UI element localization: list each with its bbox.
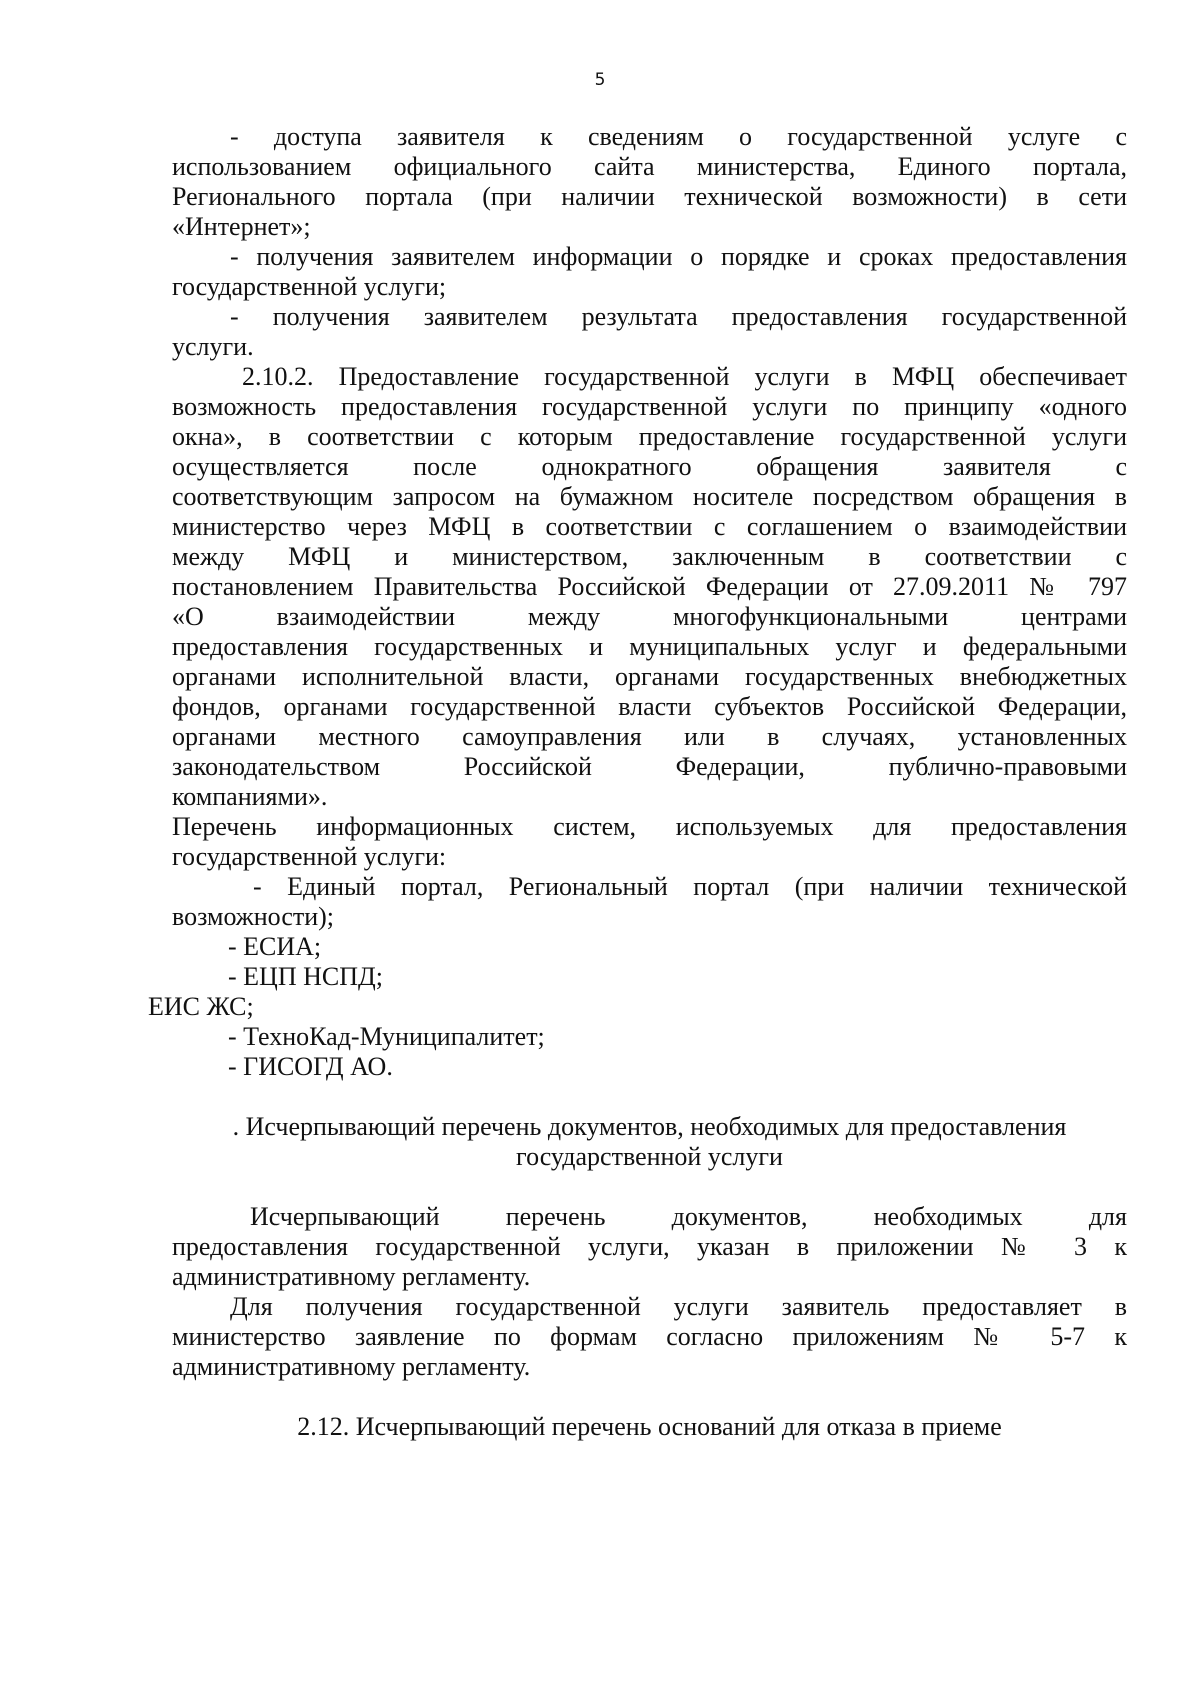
text-line: административному регламенту. [172, 1352, 531, 1381]
text-line: возможности); [172, 902, 335, 931]
list-item: ЕИС ЖС; [148, 992, 254, 1021]
text-line: министерство заявление по формам согласно приложениям № 5-7 к [172, 1322, 1127, 1351]
text-line: - доступа заявителя к сведениям о государственной услуге с [230, 122, 1127, 151]
text-line: постановлением Правительства Российской Федерации от 27.09.2011 № 797 [172, 572, 1127, 601]
text-line: Перечень информационных систем, используемых для предоставления [172, 812, 1127, 841]
text-line: предоставления государственной услуги, указан в приложении № 3 к [172, 1232, 1127, 1261]
text-line: Исчерпывающий перечень документов, необходимых для [250, 1202, 1127, 1231]
text-line: 2.10.2. Предоставление государственной услуги в МФЦ обеспечивает [242, 362, 1127, 391]
text-line: органами исполнительной власти, органами государственных внебюджетных [172, 662, 1127, 691]
list-item: - ЕЦП НСПД; [228, 962, 383, 991]
text-line: предоставления государственных и муниципальных услуг и федеральными [172, 632, 1127, 661]
page-number: 5 [594, 70, 606, 90]
text-line: «О взаимодействии между многофункциональными центрами [172, 602, 1127, 631]
text-line: компаниями». [172, 782, 328, 811]
text-line: между МФЦ и министерством, заключенным в соответствии с [172, 542, 1127, 571]
text-line: законодательством Российской Федерации, публично-правовыми [172, 752, 1127, 781]
text-line: государственной услуги; [172, 272, 447, 301]
text-line: Для получения государственной услуги заявитель предоставляет в [230, 1292, 1127, 1321]
text-line: Регионального портала (при наличии технической возможности) в сети [172, 182, 1127, 211]
text-line: - получения заявителем информации о порядке и сроках предоставления [230, 242, 1127, 271]
text-line: возможность предоставления государственной услуги по принципу «одного [172, 392, 1127, 421]
text-line: услуги. [172, 332, 254, 361]
list-item: - Единый портал, Региональный портал (при наличии технической [253, 872, 1127, 901]
list-item: - ГИСОГД АО. [228, 1052, 393, 1081]
text-line: административному регламенту. [172, 1262, 531, 1291]
text-line: использованием официального сайта министерства, Единого портала, [172, 152, 1127, 181]
section-heading: . Исчерпывающий перечень документов, необходимых для предоставления [232, 1112, 1067, 1141]
text-line: - получения заявителем результата предоставления государственной [230, 302, 1127, 331]
text-line: органами местного самоуправления или в случаях, установленных [172, 722, 1127, 751]
text-line: министерство через МФЦ в соответствии с соглашением о взаимодействии [172, 512, 1127, 541]
text-line: государственной услуги: [172, 842, 447, 871]
text-line: фондов, органами государственной власти субъектов Российской Федерации, [172, 692, 1127, 721]
text-line: соответствующим запросом на бумажном носителе посредством обращения в [172, 482, 1127, 511]
list-item: - ТехноКад-Муниципалитет; [228, 1022, 545, 1051]
text-line: окна», в соответствии с которым предоставление государственной услуги [172, 422, 1127, 451]
text-line: «Интернет»; [172, 212, 311, 241]
text-line: осуществляется после однократного обращения заявителя с [172, 452, 1127, 481]
section-heading: государственной услуги [516, 1142, 783, 1171]
section-heading: 2.12. Исчерпывающий перечень оснований для отказа в приеме [297, 1412, 1002, 1441]
list-item: - ЕСИА; [228, 932, 322, 961]
